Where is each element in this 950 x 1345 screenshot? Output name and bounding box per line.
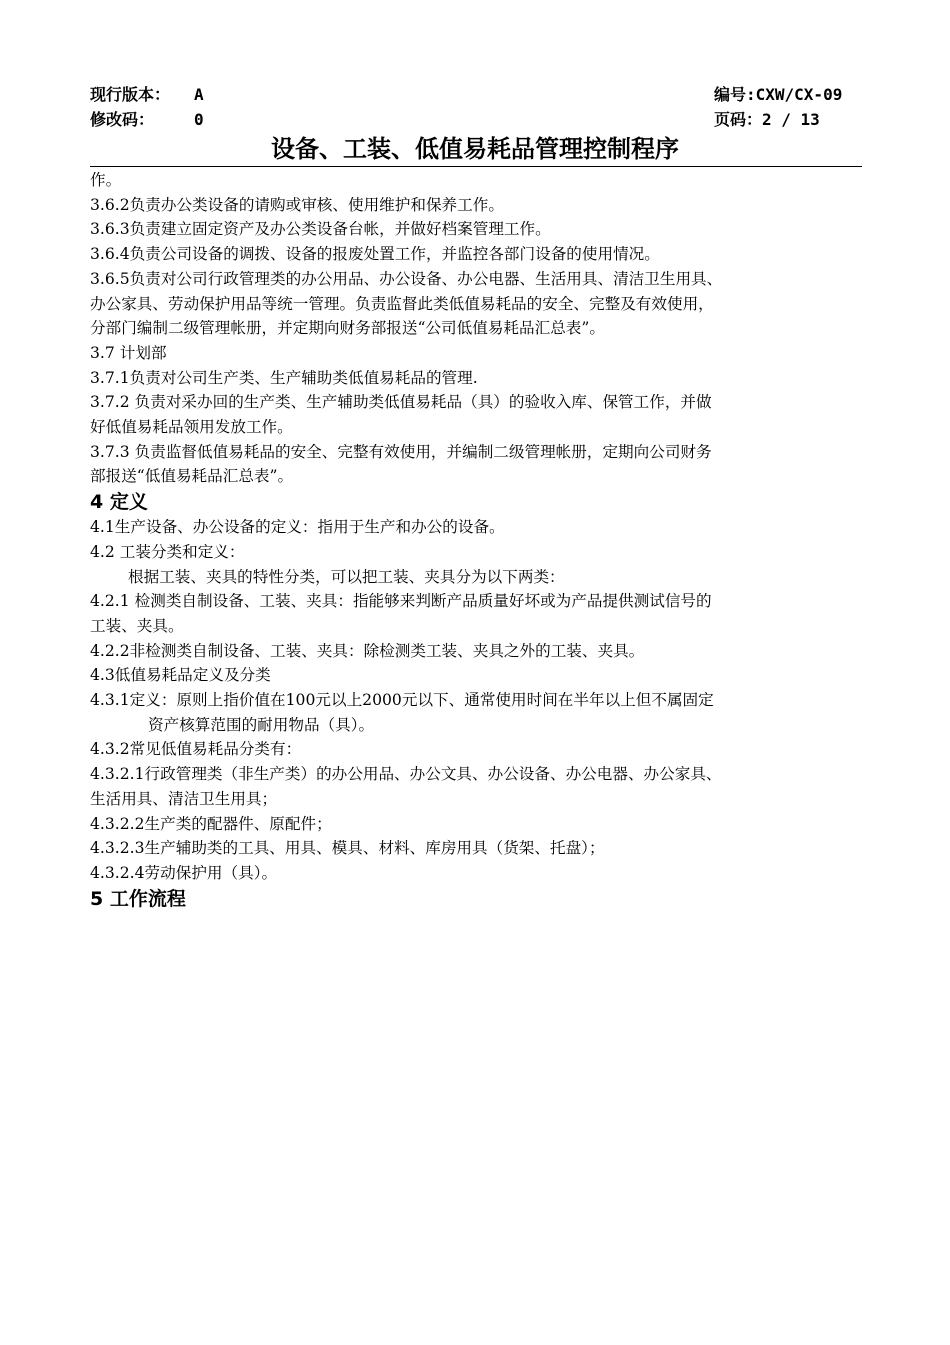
revision-info xyxy=(90,109,204,131)
body-line: 4.3低值易耗品定义及分类 xyxy=(90,666,271,685)
body-line: 4.3.2.3生产辅助类的工具、用具、模具、材料、库房用具（货架、托盘）； xyxy=(90,839,605,858)
body-line: 3.7.2 负责对采办回的生产类、生产辅助类低值易耗品（具）的验收入库、保管工作，并做 xyxy=(90,393,712,412)
body-line: 好低值易耗品领用发放工作。 xyxy=(90,418,293,437)
section-heading-definitions: 4 定义 xyxy=(90,491,148,514)
document-title: 设备、工装、低值易耗品管理控制程序 xyxy=(271,135,679,163)
body-line: 3.7.3 负责监督低值易耗品的安全、完整有效使用，并编制二级管理帐册，定期向公司财务 xyxy=(90,442,712,461)
body-line: 4.2.2非检测类自制设备、工装、夹具：除检测类工装、夹具之外的工装、夹具。 xyxy=(90,641,645,660)
body-line: 工装、夹具。 xyxy=(90,616,184,635)
body-line: 4.1生产设备、办公设备的定义：指用于生产和办公的设备。 xyxy=(90,518,505,537)
subsection-heading: 3.7 计划部 xyxy=(90,343,167,362)
version-value: A xyxy=(194,85,204,104)
version-label: 现行版本： xyxy=(90,85,171,104)
body-line: 3.6.5负责对公司行政管理类的办公用品、办公设备、办公电器、生活用具、清洁卫生用具、 xyxy=(90,269,723,288)
body-line: 分部门编制二级管理帐册，并定期向财务部报送“公司低值易耗品汇总表”。 xyxy=(90,319,605,338)
body-line: 4.3.2常见低值易耗品分类有： xyxy=(90,740,302,759)
body-line: 生活用具、清洁卫生用具； xyxy=(90,789,278,808)
body-line: 4.3.2.2生产类的配器件、原配件； xyxy=(90,814,332,833)
body-line: 办公家具、劳动保护用品等统一管理。负责监督此类低值易耗品的安全、完整及有效使用， xyxy=(90,294,714,313)
body-line: 4.3.2.1行政管理类（非生产类）的办公用品、办公文具、办公设备、办公电器、办公家具、 xyxy=(90,765,722,784)
body-line: 3.6.4负责公司设备的调拨、设备的报废处置工作，并监控各部门设备的使用情况。 xyxy=(90,245,660,264)
body-line: 4.3.2.4劳动保护用（具）。 xyxy=(90,863,278,882)
body-line: 资产核算范围的耐用物品（具）。 xyxy=(148,715,375,734)
body-line: 部报送“低值易耗品汇总表”。 xyxy=(90,467,294,486)
page-number: 页码：2 / 13 xyxy=(714,110,820,129)
body-line: 作。 xyxy=(90,171,122,189)
document-body xyxy=(90,168,864,912)
revision-label: 修改码： xyxy=(90,110,155,129)
body-line: 4.3.1定义：原则上指价值在100元以上2000元以下、通常使用时间在半年以上但不属固定 xyxy=(90,691,714,710)
section-heading-workflow: 5 工作流程 xyxy=(90,887,186,910)
document-number: 编号:CXW/CX-09 xyxy=(714,85,843,104)
revision-value: 0 xyxy=(194,110,204,129)
body-line: 3.6.2负责办公类设备的请购或审核、使用维护和保养工作。 xyxy=(90,195,504,214)
body-line: 4.2.1 检测类自制设备、工装、夹具：指能够来判断产品质量好坏或为产品提供测试信号的 xyxy=(90,592,712,611)
body-line: 3.6.3负责建立固定资产及办公类设备台帐，并做好档案管理工作。 xyxy=(90,220,551,239)
version-info xyxy=(90,84,204,106)
body-line: 根据工装、夹具的特性分类，可以把工装、夹具分为以下两类： xyxy=(128,567,565,586)
body-line: 3.7.1负责对公司生产类、生产辅助类低值易耗品的管理. xyxy=(90,368,478,387)
header-divider xyxy=(90,166,862,167)
body-line: 4.2 工装分类和定义： xyxy=(90,542,245,561)
